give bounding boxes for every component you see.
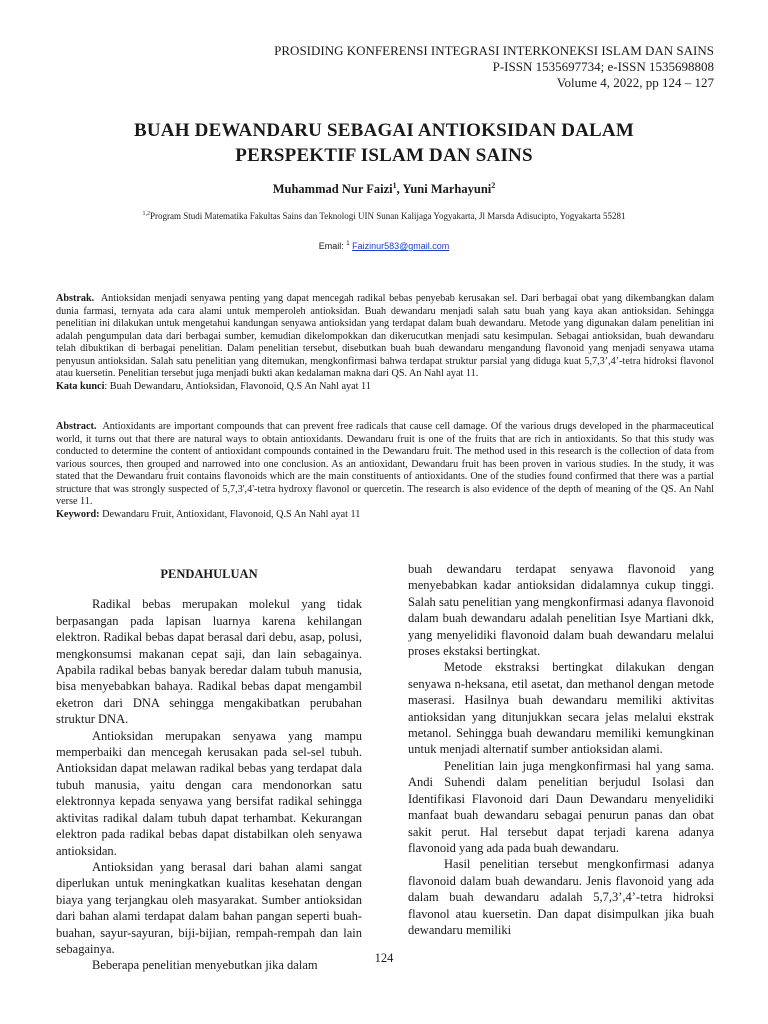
volume-line: Volume 4, 2022, pp 124 – 127 bbox=[556, 75, 714, 90]
author-list bbox=[0, 181, 768, 197]
email-link[interactable]: Faizinur583@gmail.com bbox=[352, 241, 450, 251]
paragraph: Antioksidan yang berasal dari bahan alami sangat diperlukan untuk meningkatkan kualitas kesehatan dengan biaya yang terjangkau oleh masyarakat. Sumber antioksidan dari bahan alami terdapat dalam bahan pangan seperti buah-buahan, sayur-sayuran, biji-bijian, rempah-rempah dan lain sebagainya. bbox=[56, 859, 362, 956]
body-left-column bbox=[56, 562, 362, 974]
affiliation-text: Program Studi Matematika Fakultas Sains dan Teknologi UIN Sunan Kalijaga Yogyakarta, Jl Marsda Adisucipto, Yogyakarta 55281 bbox=[150, 211, 626, 221]
kata-kunci-label: Kata kunci bbox=[56, 380, 105, 392]
paragraph: Hasil penelitian tersebut mengkonfirmasi adanya flavonoid dalam buah dewandaru. Jenis flavonoid yang ada dalam buah dewandaru adalah 5,7,3’,4’-tetra hidroksi flavonol atau kuersetin. Dan dapat disimpulkan jika buah dewandaru memiliki bbox=[408, 857, 714, 937]
paper-title bbox=[80, 118, 688, 168]
affiliation-sup: 1,2 bbox=[142, 211, 151, 217]
author-2-sup: 2 bbox=[491, 181, 496, 190]
keywords bbox=[56, 509, 714, 522]
paragraph: Radikal bebas merupakan molekul yang tidak berpasangan pada lapisan luarnya karena kehilangan elektron. Radikal bebas dapat berasal dari debu, asap, polusi, mengkonsumsi makanan cepat saji, dan lain sebagainya. Apabila radikal bebas banyak beredar dalam tubuh manusia, bisa menyebabkan bahaya. Radikal bebas dapat mengambil eketron dari DNA sehingga mengakibatkan perubahan struktur DNA. bbox=[56, 597, 362, 727]
kata-kunci bbox=[56, 381, 714, 394]
author-2: Yuni Marhayuni bbox=[402, 182, 492, 197]
author-separator: , bbox=[396, 182, 403, 197]
affiliation bbox=[0, 211, 768, 221]
issn-line: P-ISSN 1535697734; e-ISSN 1535698808 bbox=[492, 59, 714, 74]
paragraph: buah dewandaru terdapat senyawa flavonoid yang menyebabkan kadar antioksidan didalamnya cukup tinggi. Salah satu penelitian yang mengkonfirmasi adanya flavonoid dalam buah dewandaru adalah penelitian Isye Martiani dkk, yang menyelidiki flavonoid dalam buah dewandaru melalui proses ekstaksi bertingkat. bbox=[408, 562, 714, 659]
body-right-column bbox=[408, 561, 714, 938]
author-1: Muhammad Nur Faizi bbox=[272, 182, 393, 197]
email-label: Email: bbox=[318, 241, 347, 251]
abstract-text: Antioxidants are important compounds that can prevent free radicals that cause cell damage. Of the various drugs developed in the pharmaceutical world, it turns out that there are natural ways to obtain antioxidants. Dewandaru fruit is one of the fruits that are rich in antioxidants. So that this study was conducted to determine the content of antioxidant compounds contained in the Dewandaru fruit. The method used in this research is the collection of data from various sources, then grouped and narrowed into one conclusion. As an antioxidant, Dewandaru fruit has been proven in various studies. In the study, it was stated that the Dewandaru fruit contains flavonoids which are the main constituents of antioxidants. One of the studies found confirmed that there was a partial structure that was strongly suspected of 5,7,3',4'-tetra hydroxy flavonol or quercetin. The research is also evidence of the depth of meaning of the QS. An Nahl verse 11. bbox=[56, 421, 715, 507]
email-sup: 1 bbox=[346, 241, 350, 247]
paragraph: Penelitian lain juga mengkonfirmasi hal yang sama. Andi Suhendi dalam penelitian berjudul Isolasi dan Identifikasi Flavonoid dari Daun Dewandaru menyelidiki manfaat buah dewandaru sebagai penurun panas dan obat sakit perut. Hal tersebut dapat terjadi karena adanya flavonoid yang ada pada buah dewandaru. bbox=[408, 758, 714, 855]
abstrak-text: Antioksidan menjadi senyawa penting yang dapat mencegah radikal bebas penyebab kerusakan sel. Dari berbagai obat yang dikembangkan dalam dunia farmasi, ternyata ada cara alami untuk memperoleh antioksidan. Buah dewandaru menjadi salah satu buah yang kaya akan antioksidan. Sehingga penelitian ini dilakukan untuk mengetahui kandungan senyawa antioksidan yang terdapat dalam buah dewandaru. Metode yang digunakan dalam penelitian ini adalah pengumpulan data dari berbagai sumber, kemudian dikelompokkan dan dikerucutkan menjadi satu kesimpulan. Sebagai antioksidan, buah dewandaru telah dibuktikan di berbagai penelitian. Dalam penelitian tersebut, disebutkan buah buah dewandaru mengandung flavonoid yang menjadi senyawa utama penyusun antioksidan. Salah satu penelitian yang ditemukan, mengkonfirmasi bahwa terdapat struktur parsial yang diduga kuat 5,7,3’,4’-tetra hidroksi flavonol atau kuersetin. Penelitian tersebut juga menjadi bukti akan kedalaman makna dari QS. An Nahl ayat 11. bbox=[56, 293, 715, 379]
paragraph: Beberapa penelitian menyebutkan jika dalam bbox=[92, 958, 318, 973]
abstract-indonesian bbox=[56, 293, 714, 393]
abstract-english bbox=[56, 421, 714, 521]
abstrak-paragraph bbox=[56, 293, 714, 381]
journal-header bbox=[274, 43, 714, 91]
journal-name: PROSIDING KONFERENSI INTEGRASI INTERKONEKSI ISLAM DAN SAINS bbox=[274, 43, 714, 58]
title-line-2: PERSPEKTIF ISLAM DAN SAINS bbox=[235, 145, 533, 166]
abstract-label: Abstract. bbox=[56, 421, 97, 432]
page-number: 124 bbox=[374, 951, 394, 965]
section-heading: PENDAHULUAN bbox=[160, 567, 258, 581]
email-line bbox=[0, 241, 768, 251]
abstract-paragraph bbox=[56, 421, 714, 509]
kata-kunci-text: : Buah Dewandaru, Antioksidan, Flavonoid, Q.S An Nahl ayat 11 bbox=[104, 380, 371, 392]
abstrak-label: Abstrak. bbox=[56, 293, 95, 304]
keywords-text: Dewandaru Fruit, Antioxidant, Flavonoid, Q.S An Nahl ayat 11 bbox=[99, 508, 361, 520]
author-1-sup: 1 bbox=[392, 181, 397, 190]
paragraph: Metode ekstraksi bertingkat dilakukan dengan senyawa n-heksana, etil asetat, dan methanol dengan metode maserasi. Hasilnya buah dewandaru memiliki aktivitas antioksidan yang ditunjukkan secara jelas melalui ekstrak metanol. Sehingga buah dewandaru memiliki kemungkinan untuk menjadi alternatif sumber antioksidan alami. bbox=[408, 660, 714, 757]
keywords-label: Keyword: bbox=[56, 508, 100, 520]
title-line-1: BUAH DEWANDARU SEBAGAI ANTIOKSIDAN DALAM bbox=[134, 120, 634, 141]
paragraph: Antioksidan merupakan senyawa yang mampu memperbaiki dan mencegah kerusakan pada sel-sel tubuh. Antioksidan dapat melawan radikal bebas yang terdapat dala tubuh manusia, yaitu dengan cara mendonorkan satu elektronnya kepada senyawa yang bersifat radikal sehingga aktivitas radikal dalam tubuh dapat terhambat. Kekurangan elektron pada radikal bebas dapat distabilkan oleh senyawa antioksidan. bbox=[56, 728, 362, 858]
